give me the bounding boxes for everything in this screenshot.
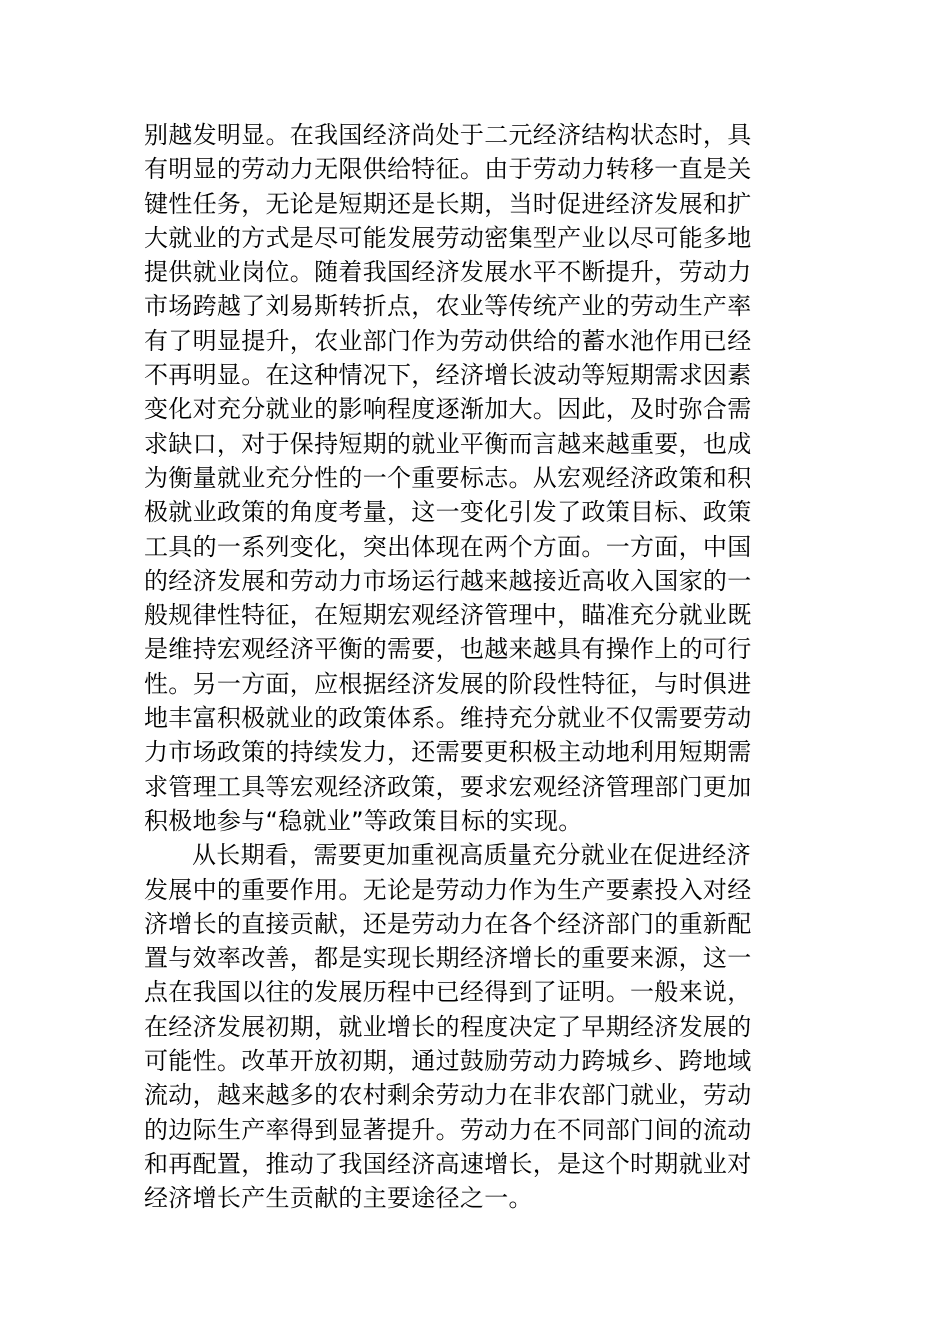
text-line: 性。另一方面，应根据经济发展的阶段性特征，与时俱进 bbox=[144, 669, 752, 698]
text-line: 为衡量就业充分性的一个重要标志。从宏观经济政策和积 bbox=[144, 463, 752, 492]
text-line: 极就业政策的角度考量，这一变化引发了政策目标、政策 bbox=[144, 498, 752, 527]
text-line: 发展中的重要作用。无论是劳动力作为生产要素投入对经 bbox=[144, 875, 752, 904]
text-line: 点在我国以往的发展历程中已经得到了证明。一般来说， bbox=[144, 978, 752, 1007]
text-line: 力市场政策的持续发力，还需要更积极主动地利用短期需 bbox=[144, 738, 752, 767]
text-line: 不再明显。在这种情况下，经济增长波动等短期需求因素 bbox=[144, 361, 752, 390]
text-line: 地丰富积极就业的政策体系。维持充分就业不仅需要劳动 bbox=[144, 704, 752, 733]
paragraph-2 bbox=[144, 838, 808, 1215]
text-line: 济增长的直接贡献，还是劳动力在各个经济部门的重新配 bbox=[144, 909, 752, 938]
text-line: 置与效率改善，都是实现长期经济增长的重要来源，这一 bbox=[144, 944, 752, 973]
text-line: 可能性。改革开放初期，通过鼓励劳动力跨城乡、跨地域 bbox=[144, 1047, 752, 1076]
text-line: 求缺口，对于保持短期的就业平衡而言越来越重要，也成 bbox=[144, 429, 752, 458]
text-line: 是维持宏观经济平衡的需要，也越来越具有操作上的可行 bbox=[144, 635, 752, 664]
text-line: 有明显的劳动力无限供给特征。由于劳动力转移一直是关 bbox=[144, 155, 752, 184]
text-line-indented: 从长期看，需要更加重视高质量充分就业在促进经济 bbox=[192, 841, 751, 870]
body-text bbox=[144, 118, 808, 1216]
text-line: 流动，越来越多的农村剩余劳动力在非农部门就业，劳动 bbox=[144, 1081, 752, 1110]
text-line: 求管理工具等宏观经济政策，要求宏观经济管理部门更加 bbox=[144, 772, 752, 801]
text-line: 大就业的方式是尽可能发展劳动密集型产业以尽可能多地 bbox=[144, 223, 752, 252]
text-line: 和再配置，推动了我国经济高速增长，是这个时期就业对 bbox=[144, 1149, 752, 1178]
text-line: 的经济发展和劳动力市场运行越来越接近高收入国家的一 bbox=[144, 566, 752, 595]
text-line: 提供就业岗位。随着我国经济发展水平不断提升，劳动力 bbox=[144, 258, 752, 287]
paragraph-1 bbox=[144, 118, 808, 838]
text-line: 经济增长产生贡献的主要途径之一。 bbox=[144, 1184, 533, 1213]
text-line: 在经济发展初期，就业增长的程度决定了早期经济发展的 bbox=[144, 1012, 752, 1041]
text-line: 变化对充分就业的影响程度逐渐加大。因此，及时弥合需 bbox=[144, 395, 752, 424]
text-line: 有了明显提升，农业部门作为劳动供给的蓄水池作用已经 bbox=[144, 326, 752, 355]
text-line: 的边际生产率得到显著提升。劳动力在不同部门间的流动 bbox=[144, 1115, 752, 1144]
text-line: 般规律性特征，在短期宏观经济管理中，瞄准充分就业既 bbox=[144, 601, 752, 630]
text-line: 别越发明显。在我国经济尚处于二元经济结构状态时，具 bbox=[144, 121, 752, 149]
text-line: 键性任务，无论是短期还是长期，当时促进经济发展和扩 bbox=[144, 189, 752, 218]
text-line: 市场跨越了刘易斯转折点，农业等传统产业的劳动生产率 bbox=[144, 292, 752, 321]
text-line: 积极地参与“稳就业”等政策目标的实现。 bbox=[144, 806, 583, 835]
text-line: 工具的一系列变化，突出体现在两个方面。一方面，中国 bbox=[144, 532, 752, 561]
